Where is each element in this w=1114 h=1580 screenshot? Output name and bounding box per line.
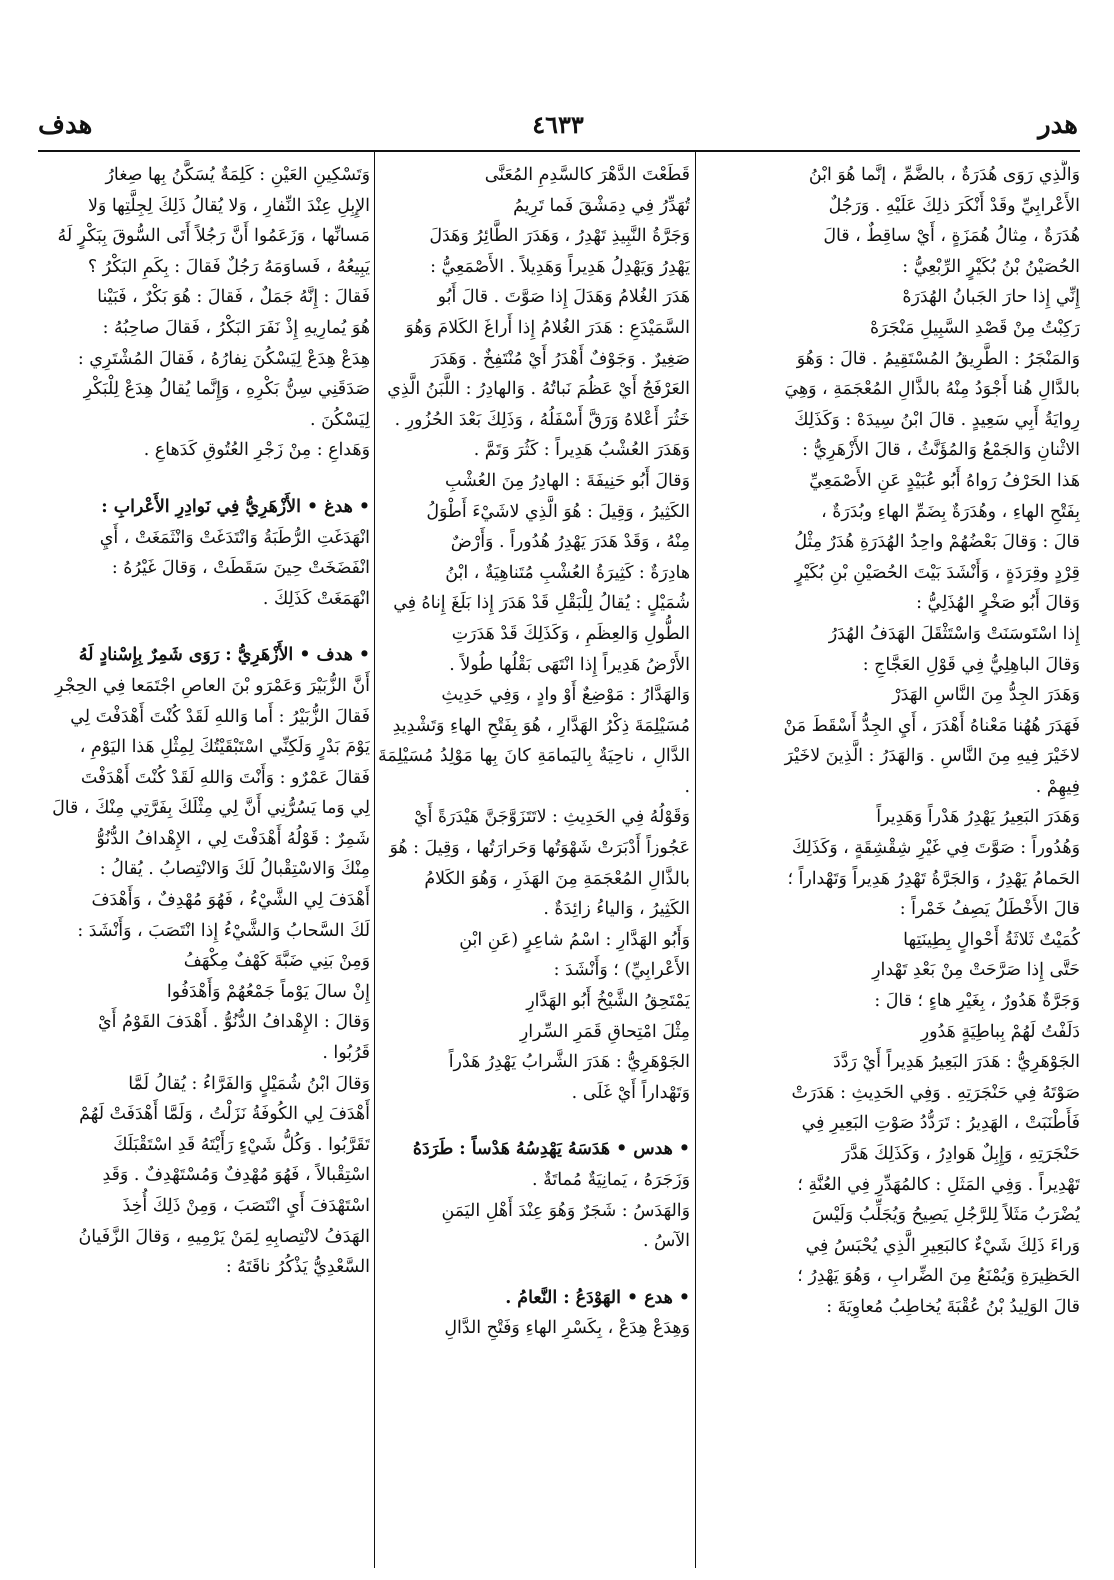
- text-line: الجَوْهَرِيُّ : هَدَرَ الشَّرابُ يَهْدِرُ هَدْراً: [448, 1052, 690, 1073]
- text-line: الحُصَيْنُ بْنُ بُكَيْرٍ الرِّبْعِيُّ :: [902, 256, 1080, 277]
- text-line: خَثُرَ أَعْلاهُ وَرَقَّ أَسْفَلُهُ ، وَذَلِكَ بَعْدَ الحُزُورِ .: [394, 409, 690, 430]
- entry-gap: [378, 1108, 690, 1134]
- text-line: أَنَّ الزُّبَيْرَ وَعَمْرَو بْنَ العاصِ اجْتَمَعا فِي الحِجْرِ: [54, 675, 370, 696]
- text-line: السَّمَيْدَعِ : هَدَرَ الغُلامُ إِذا أَراغَ الكَلامَ وَهُوَ: [405, 317, 690, 338]
- text-line: هادِرَةٌ : كَثِيرَةُ العُشْبِ مُتَناهِيَةٌ ، ابْنُ: [445, 562, 690, 583]
- text-line: فَقالَ : إِنَّهُ جَمَلٌ ، فَقالَ : هُوَ بَكْرٌ ، فَبَيْنا: [97, 287, 370, 308]
- text-line: لِي وَما يَسُرُّنِي أَنَّ لِي مِثْلَكَ بِفَرَّتِي مِنْكَ ، قالَ: [52, 798, 370, 819]
- column-divider: [695, 152, 696, 1568]
- text-line: مُسَيْلِمَةَ ذِكْرُ الهَدَّارِ ، هُوَ بِفَتْحِ الهاءِ وَتَشْدِيدِ: [392, 715, 690, 736]
- text-line: وَهَداعِ : مِنْ زَجْرِ العُتُوقِ كَدَهاعِ .: [143, 440, 370, 461]
- text-line: أَهْدَفَ لِي الكُوفَةُ نَزَلْتُ ، وَلَمَّا أَهْدَفَتْ لَهُمْ: [79, 1104, 370, 1125]
- text-line: • هدع • الهَوْدَعُ : النَّعامُ .: [505, 1287, 690, 1308]
- text-line: عَجُوزاً أَدْبَرَتْ شَهْوَتُها وَحَرارَتُها ، وَقِيلَ : هُوَ: [389, 838, 690, 859]
- text-line: وَقالَ أَبُو حَنِيفَةَ : الهادِرُ مِنَ العُشْبِ: [445, 470, 690, 491]
- text-line: مِنْكَ وَالاسْتِقْبالُ لَكَ وَالانْتِصابُ . يُقالُ :: [99, 859, 370, 880]
- text-line: هِدَعْ هِدَعْ لِيَسْكُنَ نِفارُهُ ، فَقالَ المُشْتَرِي :: [77, 348, 370, 369]
- text-line: وَهُدُوراً : صَوَّتَ فِي غَيْرِ شِقْشِقَةٍ ، وَكَذَلِكَ: [791, 838, 1080, 859]
- text-line: اسْتِقْبالاً ، فَهُوَ مُهْدِفٌ وَمُسْتَهْدِفٌ . وَقَدِ: [102, 1165, 370, 1186]
- text-line: وَالَّذِي رَوَى هُدَرَةٌ ، بالضَّمِّ ، إنَّما هُوَ ابْنُ: [808, 165, 1080, 185]
- text-line: وَأَبُو الهَدَّارِ : اسْمُ شاعِرٍ (عَنِ ابْنِ: [459, 929, 690, 950]
- text-line: وَجَرَّةُ النَّبِيذِ تَهْدِرُ ، وَهَدَرَ الطَّائِرُ وَهَدَلَ: [429, 226, 690, 247]
- text-line: بالدَّالِ هُنا أَجْوَدُ مِنْهُ بالذَّالِ المُعْجَمَةِ ، وَهِيَ: [784, 379, 1080, 400]
- text-line: فِيهِمْ .: [1035, 776, 1080, 797]
- text-line: صَغِيرٌ . وَجَوْفٌ أَهْدَرُ أَيْ مُنْتَفِخٌ . وَهَدَرَ: [431, 348, 690, 369]
- text-line: بِفَتْحِ الهاءِ ، وهُدَرَةٌ بِضَمِّ الهاءِ وبُدَرَةٌ ،: [821, 501, 1080, 522]
- entry-gap: [38, 614, 370, 640]
- text-line: تُهَدِّرُ فِي دِمَشْقَ فَما تَرِيمُ: [513, 195, 690, 216]
- text-line: • هدف • الأَزْهَرِيُّ : رَوَى شَمِرٌ بِإِسْنادٍ لَهُ: [78, 645, 370, 666]
- text-line: رَكِبْتُ مِنْ قَصْدِ السَّبِيلِ مَنْجَرَهْ: [870, 317, 1080, 338]
- text-column-left: [38, 160, 370, 1570]
- text-line: الأَعْرابِيِّ) ؛ وَأَنْشَدَ :: [553, 960, 690, 981]
- text-line: قَطَعْتَ الدَّهْرَ كالسَّدِمِ المُعَنَّى: [484, 165, 690, 185]
- page-header: [38, 110, 1078, 150]
- text-line: وَهَدَرَ البَعِيرُ يَهْدِرُ هَدْراً وَهَدِيراً: [876, 807, 1080, 828]
- text-line: وَتَسْكِينِ العَيْنِ : كَلِمَةٌ يُسَكَّنُ بِها صِغارُ: [105, 165, 370, 185]
- text-line: صَوْتَهُ فِي حَنْجَرَتِهِ . وَفِي الحَدِيثِ : هَدَرَتْ: [791, 1082, 1080, 1103]
- text-line: الطُّولِ وَالعِظَمِ ، وَكَذَلِكَ قَدْ هَدَرَتِ: [451, 623, 690, 644]
- text-line: وَقالَ ابْنُ شُمَيْلٍ وَالفَرَّاءُ : يُقالُ لَمَّا: [128, 1073, 370, 1094]
- page-number: ٤٦٣٣: [532, 110, 584, 139]
- text-line: انْهَدَغَتِ الرُّطَبَةُ وَانْتَدَغَتْ وَانْثَمَغَتْ ، أَيِ: [99, 527, 370, 548]
- text-line: يَبِيعُهُ ، فَساوَمَهُ رَجُلٌ فَقالَ : بِكَمِ البَكْرُ ؟: [87, 256, 370, 277]
- text-line: يَهْدِرُ وَيَهْدِلُ هَدِيراً وَهَدِيلاً . الأَصْمَعِيُّ :: [430, 256, 690, 277]
- text-line: يَوْمَ بَدْرٍ وَلَكِنِّي اسْتَبْقَيْتُكَ لِمِثْلِ هَذا اليَوْمِ ،: [79, 737, 370, 758]
- text-line: الكَثِيرُ ، وَقِيلَ : هُوَ الَّذِي لاشَيْءَ أَطْوَلُ: [426, 501, 690, 522]
- text-line: يُضْرَبُ مَثَلاً لِلرَّجُلِ يَصِيحُ وَيُجَلِّبُ وَلَيْسَ: [812, 1205, 1080, 1226]
- text-line: فَقالَ عَمْرٌو : وَأَنْتَ وَاللهِ لَقَدْ كُنْتَ أَهْدَفْتَ: [80, 767, 370, 788]
- text-line: لَكَ السَّحابُ وَالشَّيْءُ إِذا انْتَصَبَ ، وَأَنْشَدَ :: [77, 920, 370, 941]
- text-line: قالَ : وَقالَ بَعْضُهُمْ واحِدُ الهُدَرَةِ هُدَرٌ مِثْلُ: [794, 532, 1080, 553]
- text-line: قالَ الوَلِيدُ بْنُ عُقْبَةَ يُخاطِبُ مُعاوِيَةَ :: [826, 1296, 1080, 1317]
- text-line: حَنْجَرَتِهِ ، وَإِبِلٌ هَوادِرُ ، وَكَذَلِكَ هَدَّرَ: [841, 1144, 1080, 1164]
- text-line: تَقَرَّبُوا . وَكُلُّ شَيْءٍ رَأَيْتَهُ قَدِ اسْتَقْبَلَكَ: [113, 1134, 370, 1155]
- text-line: الاثْنانِ وَالجَمْعُ وَالمُؤَنَّثُ ، قالَ الأَزْهَرِيُّ :: [802, 440, 1080, 461]
- text-line: وَالهَدَسُ : شَجَرٌ وَهُوَ عِنْدَ أَهْلِ اليَمَنِ: [441, 1200, 690, 1221]
- text-line: السَّعْدِيُّ يَذْكُرُ ناقَتَهُ :: [225, 1257, 370, 1278]
- text-line: وَقَوْلُهُ فِي الحَدِيثِ : لاتَتَزَوَّجَنَّ هَيْدَرَةً أَيْ: [413, 807, 690, 828]
- header-rule: [38, 150, 1080, 152]
- text-line: إِنِّي إِذا حارَ الجَبانُ الهُدَرَهْ: [902, 287, 1080, 308]
- column-divider: [374, 152, 375, 1568]
- text-line: هَدَرَ الغُلامُ وَهَدَلَ إِذا صَوَّتَ . قالَ أَبُو: [437, 287, 690, 308]
- text-line: يَمْتَحِقُ الشَّيْخُ أَبُو الهَدَّارِ: [526, 991, 690, 1012]
- entry-gap: [38, 466, 370, 492]
- text-line: وَمِنْ بَنِي ضَبَّةَ كَهْفٌ مِكْهَفُ: [183, 951, 370, 972]
- text-line: أَهْدَفَ لِي الشَّيْءُ ، فَهُوَ مُهْدِفٌ ، وَأَهْدَفَ: [91, 890, 370, 911]
- text-line: مِثْلَ امْتِحاقِ قَمَرِ السِّرارِ: [519, 1021, 690, 1042]
- text-line: الجَوْهَرِيُّ : هَدَرَ البَعِيرُ هَدِيراً أَيْ رَدَّدَ: [833, 1052, 1080, 1073]
- text-line: • هدغ • الأَزْهَرِيُّ فِي نَوادِرِ الأَعْرابِ :: [101, 496, 370, 517]
- text-line: وَجَرَّةٌ هَدُورٌ ، بِغَيْرِ هاءٍ ؛ قالَ :: [874, 991, 1080, 1012]
- text-line: إِنْ سالَ يَوْماً جَمْعُهُمْ وَأَهْدَفُوا: [166, 981, 370, 1002]
- text-line: الأَعْرابِيِّ وقَدْ أَنْكَرَ ذلِكَ عَلَيْهِ . وَرَجُلٌ: [828, 195, 1080, 216]
- text-line: هُوَ يُمارِيهِ إِذْ نَفَرَ البَكْرُ ، فَقالَ صاحِبُهُ :: [102, 317, 370, 338]
- text-line: قالَ الأَخْطَلُ يَصِفُ خَمْراً :: [899, 899, 1080, 920]
- text-line: لاخَيْرَ فِيهِ مِنَ النَّاسِ . وَالهَدَرُ : الَّذِينَ لاخَيْرَ: [784, 746, 1080, 767]
- text-line: الآسُ .: [642, 1231, 690, 1252]
- text-line: الأَرْضُ هَدِيراً إِذا انْتَهَى بَقْلُها طُولاً .: [449, 654, 690, 675]
- text-line: وَقالَ الباهِلِيُّ فِي قَوْلِ العَجَّاجِ :: [862, 654, 1080, 675]
- text-column-right: [700, 160, 1080, 1570]
- text-line: صَدَقَنِي سِنُّ بَكْرِهِ ، وَإِنَّما يُقالُ هِدَعْ لِلْبَكْرِ: [83, 379, 370, 400]
- text-line: الدَّالِ ، ناحِيَةٌ بِاليَمامَةِ كانَ بِها مَوْلِدُ مُسَيْلِمَةَ .: [378, 746, 690, 797]
- text-line: رِوايَةُ أَبِي سَعِيدٍ . قالَ ابْنُ سِيدَهْ : وَكَذَلِكَ: [794, 409, 1080, 430]
- text-line: بالذَّالِ المُعْجَمَةِ مِنَ الهَذَرِ ، وَهُوَ الكَلامُ: [424, 868, 690, 889]
- text-line: هَذا الحَرْفُ رَواهُ أَبُو عُبَيْدٍ عَنِ الأَصْمَعِيِّ: [809, 470, 1080, 491]
- text-line: شُمَيْلٍ : يُقالُ لِلْبَقْلِ قَدْ هَدَرَ إِذا بَلَغَ إِناهُ فِي: [393, 593, 690, 614]
- text-line: انْفَضَخَتْ حِينَ سَقَطَتْ ، وَقالَ غَيْرُهُ :: [111, 558, 370, 579]
- text-line: وَزَجَرَهُ ، يَمانِيَةٌ مُماتَةٌ .: [532, 1170, 690, 1190]
- text-line: لِيَسْكُنَ .: [310, 409, 370, 430]
- text-line: الحَظِيرَةِ وَيُمْنَعُ مِنَ الضِّرابِ ، وَهُوَ يَهْدِرُ ؛: [797, 1266, 1080, 1287]
- text-line: وَقالَ أَبُو صَخْرٍ الهُذَلِيُّ :: [916, 593, 1080, 614]
- text-line: قِرْدٍ وقِرَدَةٍ ، وَأَنْشَدَ بَيْتَ الحُصَيْنِ بْنِ بُكَيْرٍ: [794, 562, 1080, 583]
- text-line: العَرْفَجُ أَيْ عَظُمَ نَباتُهُ . وَالهادِرُ : اللَّبَنُ الَّذِي: [387, 379, 690, 400]
- text-line: مِنْهُ ، وَقَدْ هَدَرَ يَهْدِرُ هُدُوراً . وَأَرْضٌ: [450, 532, 690, 553]
- text-line: وَراءَ ذَلِكَ شَيْءٌ كالبَعِيرِ الَّذِي يُحْبَسُ فِي: [805, 1235, 1080, 1256]
- text-line: • هدس • هَدَسَهُ يَهْدِسُهُ هَدْساً : طَرَدَهُ: [412, 1139, 690, 1160]
- text-line: شَمِرٌ : قَوْلُهُ أَهْدَفْتَ لِي ، الإِهْدافُ الدُّنُوُّ: [96, 828, 370, 849]
- text-line: مَسانِّها ، وَزَعَمُوا أَنَّ رَجُلاً أَتَى السُّوقَ بِبَكْرٍ لَهُ: [57, 226, 370, 247]
- text-line: تَهْدِيراً . وَفِي المَثَلِ : كالمُهَدِّرِ فِي العُنَّةِ ؛: [797, 1174, 1080, 1195]
- header-keyword-left: هدف: [38, 110, 93, 140]
- text-line: إِذا اسْتَوسَنَتْ وَاسْتَثْقَلَ الهَدَفُ الهُدَرُ: [828, 623, 1080, 644]
- text-line: كُمَيْتٌ ثَلاثَةُ أَحْوالٍ بِطِينَتِها: [903, 929, 1080, 950]
- text-line: وَالهَدَّارُ : مَوْضِعٌ أَوْ وادٍ ، وَفِي حَدِيثِ: [441, 685, 690, 706]
- entry-gap: [378, 1257, 690, 1283]
- text-line: الحَمامُ يَهْدِرُ ، وَالجَرَّةُ تَهْدِرُ هَدِيراً وَتَهْداراً ؛: [787, 868, 1080, 889]
- text-line: اسْتَهْدَفَ أَيِ انْتَصَبَ ، وَمِنْ ذَلِكَ أُخِذَ: [122, 1196, 370, 1216]
- text-line: الإِبِلِ عِنْدَ النِّفارِ ، وَلا يُقالُ ذَلِكَ لِجِلَّتِها وَلا: [88, 195, 370, 216]
- text-line: فَقالَ الزُّبَيْرُ : أَما وَاللهِ لَقَدْ كُنْتَ أَهْدَفْتَ لِي: [70, 706, 370, 727]
- text-line: انْهَمَغَتْ كَذَلِكَ .: [262, 588, 370, 609]
- text-line: وَهَدَرَ العُشْبُ هَدِيراً : كَثُرَ وَتَمَّ .: [473, 440, 690, 461]
- text-line: الكَثِيرُ ، وَالياءُ زائِدَةٌ .: [543, 899, 690, 920]
- text-line: حَتَّى إِذا صَرَّحَتْ مِنْ بَعْدِ تَهْدارِ: [872, 960, 1080, 981]
- text-line: فَأَطْنَبَتْ ، الهَدِيرُ : تَرَدُّدُ صَوْتِ البَعِيرِ فِي: [801, 1113, 1080, 1134]
- text-line: وَالمَنْجَرُ : الطَّرِيقُ المُسْتَقِيمُ . قالَ : وَهُوَ: [796, 348, 1080, 369]
- text-line: وَقالَ : الإِهْدافُ الدُّنُوُّ . أَهْدَفَ القَوْمُ أَيْ: [97, 1012, 370, 1033]
- text-line: هُدَرَةٌ ، مِثالُ هُمَزَةٍ ، أَيْ ساقِطٌ ، قالَ: [823, 226, 1080, 247]
- text-line: دَلَفْتُ لَهُمْ بِباطِيَةٍ هَدُورِ: [920, 1021, 1080, 1042]
- text-line: وَهِدَعْ هِدَعْ ، بِكَسْرِ الهاءِ وَفَتْحِ الدَّالِ: [444, 1318, 690, 1339]
- header-keyword-right: هدر: [1038, 110, 1078, 140]
- text-line: الهَدَفُ لانْتِصابِهِ لِمَنْ يَرْمِيهِ ، وَقالَ الزَّفَيانُ: [78, 1226, 370, 1247]
- text-column-middle: [378, 160, 690, 1570]
- text-line: قَرُبُوا .: [322, 1043, 370, 1064]
- text-line: وَهَدَرَ الجِدُّ مِنَ النَّاسِ الهَدَرْ: [892, 685, 1080, 706]
- text-line: فَهَدَرَ هُهُنا مَعْناهُ أَهْدَرَ ، أَيِ الجِدُّ أَسْقَطَ مَنْ: [783, 715, 1080, 736]
- text-line: وَتَهْداراً أَيْ غَلَى .: [571, 1082, 690, 1103]
